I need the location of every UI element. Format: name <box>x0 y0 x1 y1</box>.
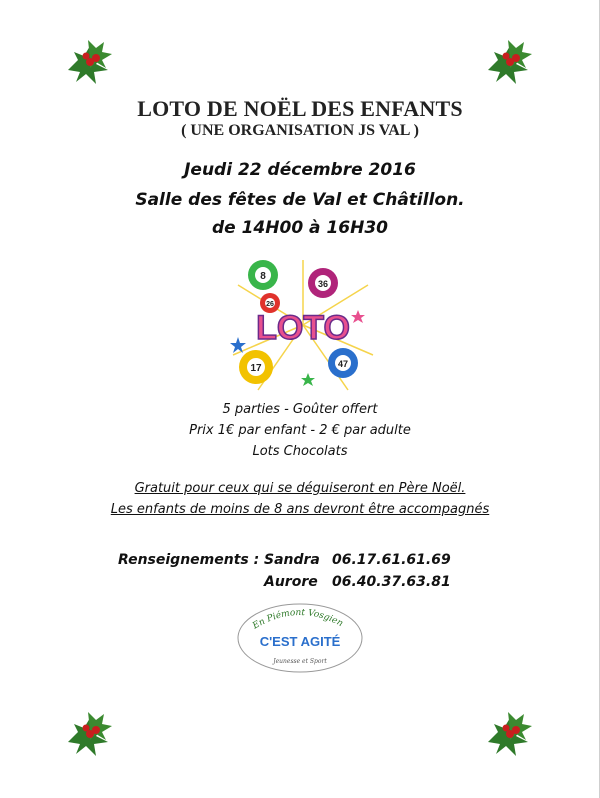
loto-ball-blue <box>328 348 358 378</box>
loto-illustration <box>228 255 378 395</box>
flyer-title: LOTO DE NOËL DES ENFANTS <box>137 96 463 121</box>
contact-name-1: Sandra <box>264 552 320 568</box>
holly-icon-bottom-right <box>480 702 540 762</box>
badge-arc-text: En Piémont Vosgien <box>251 607 345 632</box>
contact-phone-2: 06.40.37.63.81 <box>332 574 451 590</box>
contact-name-2: Aurore <box>264 574 318 590</box>
loto-wordmark: LOTO <box>256 309 350 347</box>
details-games: 5 parties - Goûter offert <box>222 402 378 417</box>
note-free-santa: Gratuit pour ceux qui se déguiseront en Père Noël. <box>134 481 466 496</box>
organiser-line: ( UNE ORGANISATION JS VAL ) <box>181 122 419 139</box>
loto-balls-graphic <box>228 255 378 395</box>
ball-number: 8 <box>260 271 266 282</box>
holly-icon-bottom-left <box>60 702 120 762</box>
star-icon <box>301 373 315 386</box>
contact-label: Renseignements : <box>118 552 260 568</box>
details-price: Prix 1€ par enfant - 2 € par adulte <box>189 423 411 438</box>
ball-number: 36 <box>317 279 329 289</box>
contact-phone-1: 06.17.61.61.69 <box>332 552 451 568</box>
event-time: de 14H00 à 16H30 <box>211 218 388 238</box>
holly-icon-top-right <box>480 30 540 90</box>
event-date: Jeudi 22 décembre 2016 <box>184 160 416 180</box>
ball-number: 17 <box>250 363 262 374</box>
holly-icon-top-left <box>60 30 120 90</box>
star-icon <box>351 310 365 323</box>
details-prizes: Lots Chocolats <box>252 444 348 459</box>
event-venue: Salle des fêtes de Val et Châtillon. <box>135 190 465 210</box>
badge-bottom-text: Jeunesse et Sport <box>273 658 327 665</box>
cest-agite-logo <box>235 600 365 675</box>
loto-ball-green <box>248 260 278 290</box>
loto-ball-purple <box>308 268 338 298</box>
badge-main-text: C'EST AGITÉ <box>259 634 341 649</box>
note-children-accompanied: Les enfants de moins de 8 ans devront être accompagnés <box>110 502 490 517</box>
loto-ball-yellow <box>239 350 273 384</box>
ball-number: 47 <box>337 359 349 369</box>
ball-number: 26 <box>266 301 274 308</box>
